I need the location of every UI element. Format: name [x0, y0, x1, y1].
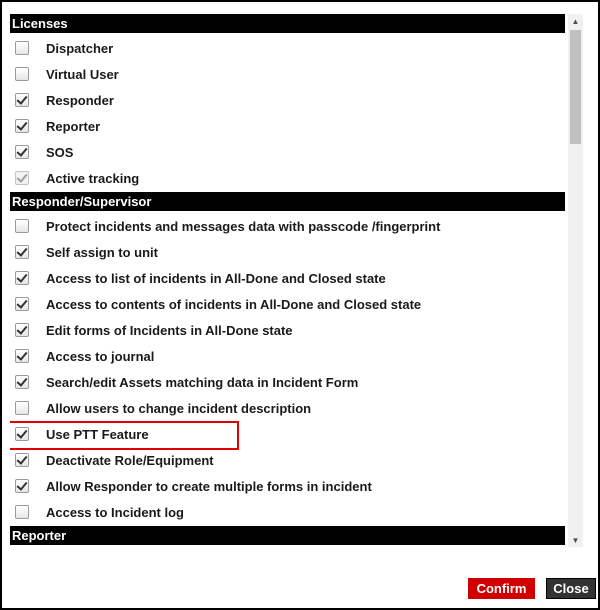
permission-checkbox[interactable]: [15, 41, 29, 55]
permission-row[interactable]: [10, 213, 565, 239]
permission-label: Access to journal: [46, 348, 155, 364]
permission-checkbox[interactable]: [15, 119, 29, 133]
permission-row[interactable]: [10, 239, 565, 265]
permission-row[interactable]: [10, 499, 565, 525]
permission-row[interactable]: [10, 369, 565, 395]
permission-checkbox[interactable]: [15, 375, 29, 389]
permission-checkbox: [15, 171, 29, 185]
permission-checkbox[interactable]: [15, 505, 29, 519]
section-header: Reporter: [10, 526, 565, 545]
permission-checkbox[interactable]: [15, 67, 29, 81]
permission-label: Reporter: [46, 118, 101, 134]
section-header: Licenses: [10, 14, 565, 33]
permission-label: Dispatcher: [46, 40, 114, 56]
permission-row[interactable]: [10, 291, 565, 317]
scroll-up-arrow-icon[interactable]: ▲: [571, 16, 580, 26]
permission-row[interactable]: [10, 165, 565, 191]
permission-checkbox[interactable]: [15, 349, 29, 363]
permission-label: Use PTT Feature: [46, 426, 149, 442]
permission-label: Deactivate Role/Equipment: [46, 452, 214, 468]
section-header: Responder/Supervisor: [10, 192, 565, 211]
confirm-button[interactable]: Confirm: [468, 578, 535, 599]
permission-checkbox[interactable]: [15, 453, 29, 467]
permission-label: Search/edit Assets matching data in Incident Form: [46, 374, 359, 390]
permission-label: Allow users to change incident description: [46, 400, 312, 416]
permission-row[interactable]: [10, 447, 565, 473]
permission-label: Access to list of incidents in All-Done and Closed state: [46, 270, 386, 286]
permission-checkbox[interactable]: [15, 271, 29, 285]
permission-label: Responder: [46, 92, 114, 108]
permission-label: Edit forms of Incidents in All-Done state: [46, 322, 293, 338]
permission-checkbox[interactable]: [15, 145, 29, 159]
permission-row[interactable]: [10, 139, 565, 165]
permission-checkbox[interactable]: [15, 219, 29, 233]
permission-checkbox[interactable]: [15, 479, 29, 493]
permission-checkbox[interactable]: [15, 323, 29, 337]
permission-checkbox[interactable]: [15, 297, 29, 311]
permission-row[interactable]: [10, 343, 565, 369]
scrollbar-thumb[interactable]: [570, 30, 581, 144]
permission-label: Access to Incident log: [46, 504, 184, 520]
permission-row[interactable]: [10, 35, 565, 61]
permission-label: Allow Responder to create multiple forms in incident: [46, 478, 372, 494]
permission-row[interactable]: [10, 421, 565, 447]
permission-label: Protect incidents and messages data with passcode /fingerprint: [46, 218, 441, 234]
permission-label: Active tracking: [46, 170, 140, 186]
permission-label: Virtual User: [46, 66, 119, 82]
vertical-scrollbar[interactable]: [568, 14, 583, 547]
permission-checkbox[interactable]: [15, 401, 29, 415]
permission-row[interactable]: [10, 473, 565, 499]
permission-row[interactable]: [10, 87, 565, 113]
permission-row[interactable]: [10, 113, 565, 139]
permission-row[interactable]: [10, 265, 565, 291]
permission-row[interactable]: [10, 61, 565, 87]
permission-checkbox[interactable]: [15, 245, 29, 259]
close-button[interactable]: Close: [546, 578, 596, 599]
permission-label: SOS: [46, 144, 74, 160]
permission-row[interactable]: [10, 317, 565, 343]
scroll-down-arrow-icon[interactable]: ▼: [571, 535, 580, 545]
permission-checkbox[interactable]: [15, 93, 29, 107]
permission-row[interactable]: [10, 395, 565, 421]
permissions-list[interactable]: [10, 14, 565, 547]
highlight-box: [10, 421, 239, 450]
permission-label: Access to contents of incidents in All-Done and Closed state: [46, 296, 422, 312]
permission-label: Self assign to unit: [46, 244, 158, 260]
